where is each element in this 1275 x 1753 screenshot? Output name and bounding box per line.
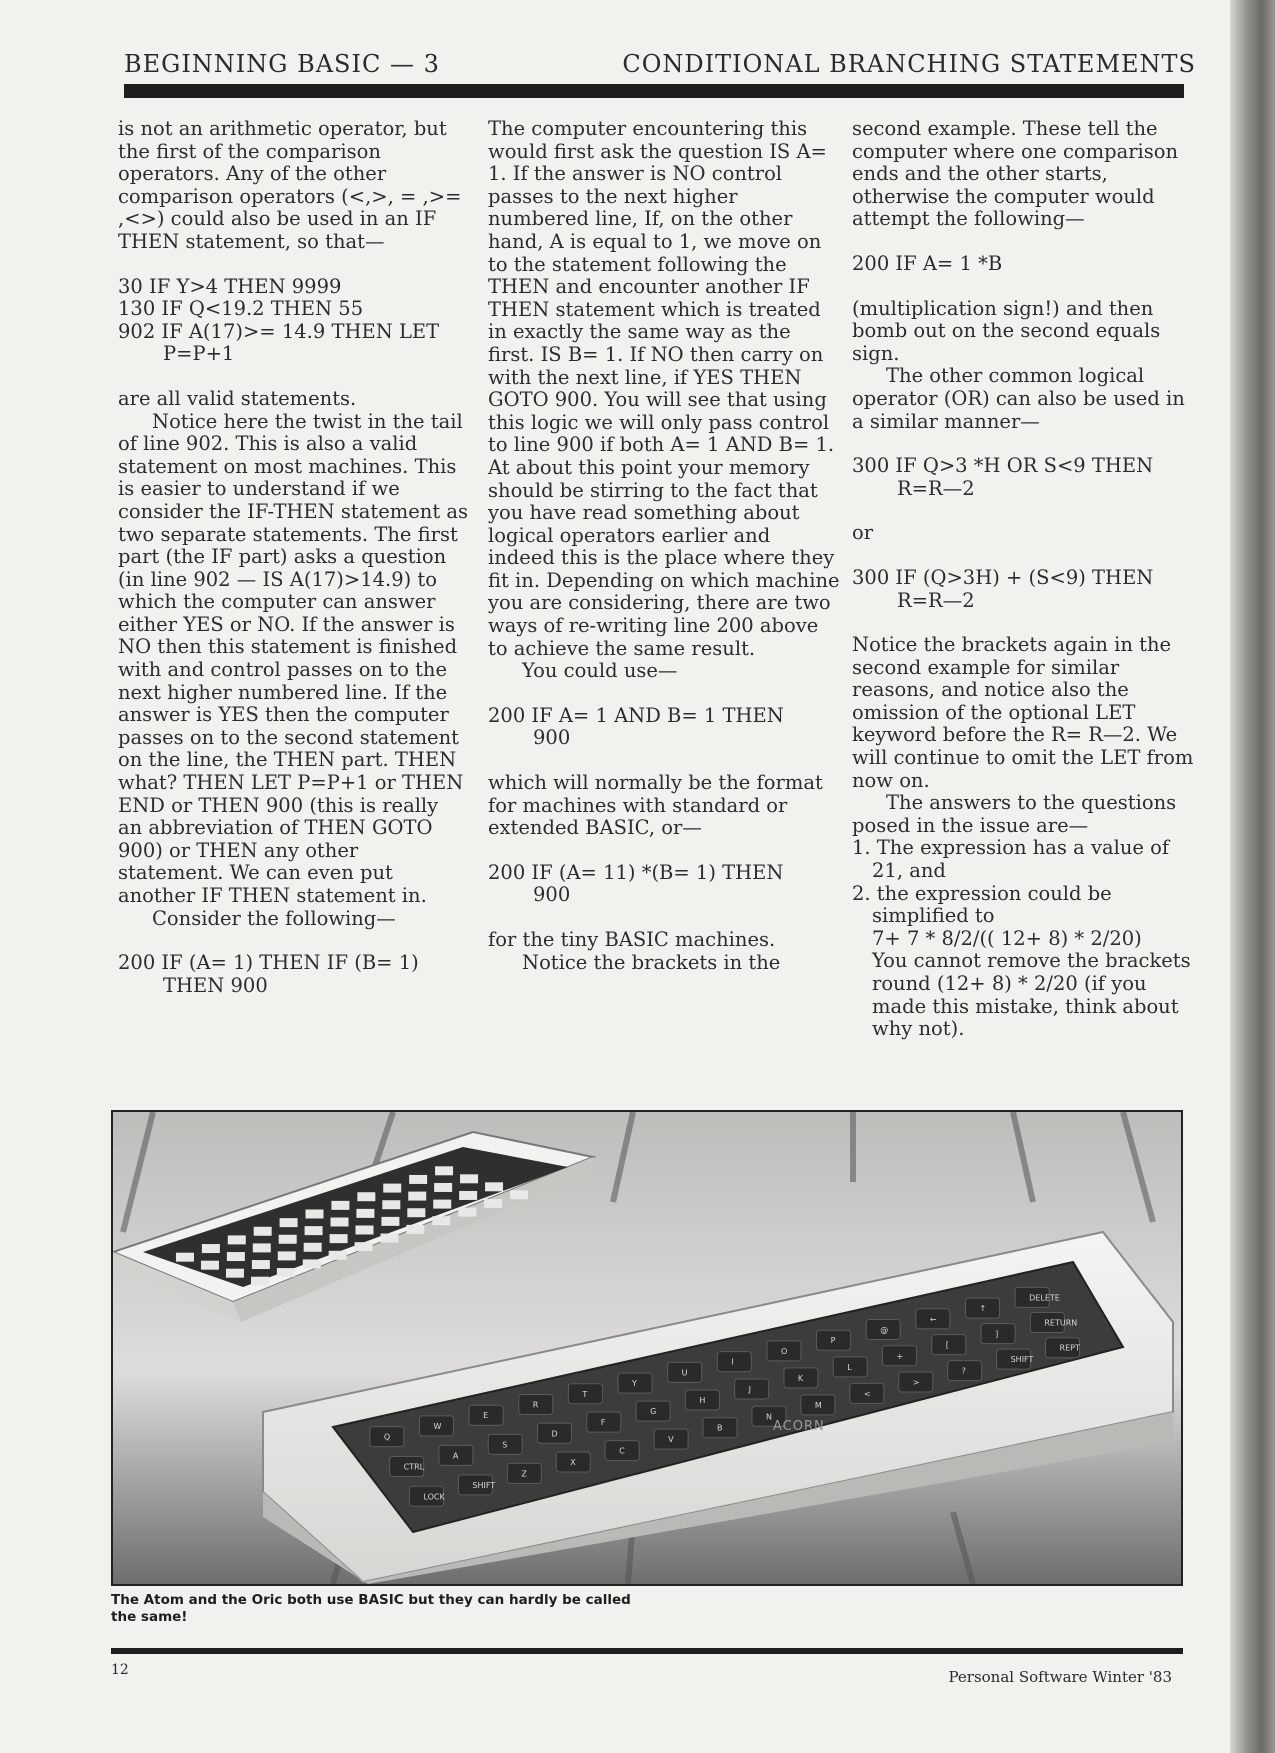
atom-key — [469, 1405, 503, 1425]
body-paragraph: Notice the brackets in the — [522, 950, 781, 974]
code-line-continuation: 900 — [533, 883, 571, 907]
header-rule — [124, 84, 1184, 98]
atom-key — [948, 1361, 982, 1381]
oric-key — [304, 1243, 322, 1252]
oric-key — [176, 1253, 194, 1262]
oric-key — [254, 1227, 272, 1236]
atom-key — [801, 1395, 835, 1415]
atom-key-label: SHIFT — [1010, 1355, 1034, 1365]
oric-key — [407, 1208, 425, 1217]
atom-key-label: SHIFT — [472, 1480, 496, 1490]
atom-key — [966, 1298, 1000, 1318]
page-binding-edge — [1230, 0, 1275, 1753]
atom-key — [390, 1456, 425, 1476]
body-paragraph: The computer encountering this would first ask the question IS A= 1. If the answer is NO control passes to the next higher numbered line, If, on the other hand, A is equal to 1, we move on to the statement following the THEN and encounter another IF THEN statement which is treated in exactly the same way as the first. IS B= 1. If NO then carry on with the next line, if YES THEN GOTO 900. You will see that using this logic we will only pass control to line 900 if both A= 1 AND B= 1. At about this point your memory should be stirring to the fact that you have read something about logical operators earlier and indeed this is the place where they fit in. Depending on which machine you are considering, there are two ways of re-writing line 200 above to achieve the same result. — [488, 117, 840, 660]
atom-key-label: J — [748, 1384, 752, 1394]
atom-key-label: LOCK — [423, 1492, 445, 1502]
paragraph-gap — [118, 366, 468, 388]
atom-key-label: O — [780, 1346, 788, 1356]
oric-key — [432, 1216, 450, 1225]
atom-key — [507, 1463, 541, 1483]
atom-key-label: ← — [929, 1314, 937, 1324]
oric-key — [303, 1259, 321, 1268]
body-paragraph: The answers to the questions posed in the issue are— — [852, 791, 1177, 837]
paragraph-gap — [488, 907, 843, 929]
answer-item: 1. The expression has a value of 21, and — [852, 836, 1170, 883]
atom-key — [833, 1357, 867, 1377]
oric-key — [330, 1234, 348, 1243]
oric-key — [356, 1209, 374, 1218]
atom-key — [568, 1384, 602, 1404]
oric-key — [252, 1260, 270, 1269]
oric-key — [331, 1201, 349, 1210]
oric-key — [460, 1174, 478, 1183]
oric-key — [306, 1210, 324, 1219]
header-section-title: BEGINNING BASIC — 3 — [124, 50, 440, 78]
atom-key — [439, 1445, 473, 1465]
oric-key — [227, 1252, 245, 1261]
code-line: 200 IF A= 1 AND B= 1 THEN — [488, 703, 784, 727]
body-paragraph: or — [852, 521, 874, 545]
header-chapter-title: CONDITIONAL BRANCHING STATEMENTS — [622, 50, 1196, 78]
atom-key-label: E — [483, 1411, 489, 1421]
paragraph-gap — [852, 231, 1197, 253]
atom-key — [997, 1349, 1034, 1369]
paragraph-gap — [852, 612, 1197, 634]
atom-key-label: D — [551, 1429, 558, 1439]
atom-key-label: @ — [880, 1325, 889, 1335]
paragraph-gap — [852, 433, 1197, 455]
atom-key-label: U — [681, 1368, 688, 1378]
atom-key — [409, 1486, 445, 1506]
answer-item: 2. the expression could be simplified to — [852, 881, 1112, 928]
atom-key-cap — [717, 1352, 751, 1372]
computers-illustration — [113, 1112, 1181, 1584]
oric-key — [434, 1183, 452, 1192]
answer-item-continuation: You cannot remove the brackets round (12+ 8) * 2/20 (if you made this mistake, think about why not). — [872, 949, 1191, 1041]
atom-key — [817, 1330, 851, 1350]
atom-key — [587, 1412, 621, 1432]
text-column-2 — [488, 118, 843, 974]
oric-key — [458, 1208, 476, 1217]
paragraph-gap — [488, 840, 843, 862]
atom-key — [717, 1352, 751, 1372]
atom-key-label: B — [717, 1423, 723, 1433]
atom-key — [668, 1362, 702, 1382]
atom-key — [605, 1441, 639, 1461]
atom-key-label: T — [582, 1389, 588, 1399]
code-line-continuation: 900 — [533, 726, 571, 750]
atom-key-label: C — [619, 1446, 625, 1456]
atom-key-label: R — [532, 1400, 539, 1410]
body-paragraph: are all valid statements. — [118, 386, 357, 410]
atom-key — [850, 1383, 884, 1403]
oric-key — [356, 1226, 374, 1235]
oric-key — [381, 1234, 399, 1243]
body-paragraph: (multiplication sign!) and then bomb out on the second equals sign. — [852, 296, 1161, 365]
atom-key-label: V — [668, 1435, 674, 1445]
atom-key-label: L — [847, 1362, 852, 1372]
atom-key — [370, 1427, 404, 1447]
code-line: 300 IF (Q>3H) + (S<9) THEN — [852, 565, 1154, 589]
code-line-continuation: R=R—2 — [897, 588, 975, 612]
atom-key-label: A — [452, 1451, 459, 1461]
oric-key — [484, 1199, 502, 1208]
atom-key-label: P — [830, 1336, 836, 1346]
oric-key — [253, 1243, 271, 1252]
atom-key — [538, 1423, 572, 1443]
answer-item-continuation: 7+ 7 * 8/2/(( 12+ 8) * 2/20) — [872, 926, 1142, 950]
code-line: 200 IF (A= 11) *(B= 1) THEN — [488, 860, 784, 884]
atom-key-label: < — [863, 1389, 871, 1399]
paragraph-gap — [488, 683, 843, 705]
body-paragraph: The other common logical operator (OR) can also be used in a similar manner— — [852, 364, 1185, 433]
atom-key — [916, 1309, 950, 1329]
atom-key — [866, 1320, 900, 1340]
atom-key-label: + — [896, 1351, 904, 1361]
body-paragraph: Notice the brackets again in the second example for similar reasons, and notice also the omission of the optional LET keyword before the R= R—2. We will continue to omit the LET from now on. — [852, 633, 1194, 792]
paragraph-gap — [118, 254, 468, 276]
oric-key — [201, 1261, 219, 1270]
computers-photo — [111, 1110, 1183, 1586]
publication-name: Personal Software Winter '83 — [948, 1668, 1172, 1686]
running-header — [124, 50, 1196, 78]
oric-key — [226, 1269, 244, 1278]
oric-key — [383, 1184, 401, 1193]
paragraph-gap — [488, 750, 843, 772]
code-line-continuation: THEN 900 — [163, 973, 268, 997]
atom-key — [419, 1416, 453, 1436]
paragraph-gap — [118, 930, 468, 952]
photo-caption: The Atom and the Oric both use BASIC but they can hardly be called the same! — [111, 1592, 631, 1625]
atom-key-label: W — [433, 1421, 442, 1431]
oric-key — [279, 1235, 297, 1244]
body-paragraph: which will normally be the format for machines with standard or extended BASIC, or— — [488, 771, 823, 840]
atom-key-label: I — [731, 1357, 734, 1367]
atom-key-label: ] — [995, 1329, 999, 1339]
oric-key — [357, 1192, 375, 1201]
text-column-1 — [118, 118, 468, 997]
atom-key-label: F — [600, 1418, 606, 1428]
atom-key — [488, 1434, 522, 1454]
atom-key — [654, 1429, 688, 1449]
atom-key — [883, 1346, 917, 1366]
code-line-continuation: P=P+1 — [163, 342, 235, 366]
oric-key — [280, 1218, 298, 1227]
acorn-logo: ACORN — [773, 1419, 825, 1434]
oric-key — [381, 1217, 399, 1226]
atom-key-label: DELETE — [1029, 1293, 1060, 1303]
body-paragraph: You could use— — [522, 659, 678, 683]
oric-key — [329, 1251, 347, 1260]
code-line: 200 IF A= 1 *B — [852, 251, 1003, 275]
atom-key-label: G — [650, 1407, 657, 1417]
oric-key — [278, 1251, 296, 1260]
atom-key — [899, 1372, 933, 1392]
code-line-continuation: R=R—2 — [897, 476, 975, 500]
code-line: 200 IF (A= 1) THEN IF (B= 1) — [118, 951, 419, 975]
code-line: 30 IF Y>4 THEN 9999 — [118, 274, 342, 298]
atom-key — [735, 1379, 769, 1399]
atom-key-label: Q — [383, 1432, 391, 1442]
atom-key-label: RETURN — [1044, 1318, 1078, 1328]
atom-key — [767, 1341, 801, 1361]
paragraph-gap — [852, 276, 1197, 298]
atom-key-label: [ — [945, 1340, 949, 1350]
atom-key — [932, 1335, 966, 1355]
oric-key — [408, 1192, 426, 1201]
oric-key — [406, 1225, 424, 1234]
oric-key — [433, 1200, 451, 1209]
oric-key — [459, 1191, 477, 1200]
atom-key — [1046, 1338, 1080, 1358]
atom-key-label: REPT — [1059, 1343, 1080, 1353]
atom-key-cap — [735, 1379, 769, 1399]
text-column-3 — [852, 118, 1197, 1041]
paragraph-gap — [852, 500, 1197, 522]
atom-key-label: > — [912, 1378, 920, 1387]
oric-key — [305, 1226, 323, 1235]
footer-rule — [111, 1648, 1183, 1654]
oric-key — [228, 1235, 246, 1244]
oric-key — [510, 1190, 528, 1199]
atom-key-label: Y — [632, 1379, 637, 1389]
atom-key-label: ? — [961, 1366, 966, 1376]
atom-key — [685, 1390, 719, 1410]
oric-key — [382, 1200, 400, 1209]
page-number: 12 — [111, 1662, 129, 1678]
code-line: 300 IF Q>3 *H OR S<9 THEN — [852, 454, 1154, 478]
oric-key — [331, 1218, 349, 1227]
oric-key — [355, 1242, 373, 1251]
atom-key — [703, 1418, 737, 1438]
atom-key-label: Z — [521, 1469, 527, 1479]
oric-key — [277, 1268, 295, 1277]
oric-key — [202, 1244, 220, 1253]
oric-key — [409, 1175, 427, 1184]
atom-key-label: N — [765, 1412, 772, 1422]
atom-key-label: ↑ — [979, 1304, 987, 1314]
oric-key — [485, 1182, 503, 1191]
atom-key — [618, 1373, 652, 1393]
atom-key — [784, 1368, 818, 1388]
paragraph-gap — [852, 545, 1197, 567]
atom-key — [458, 1475, 495, 1495]
body-paragraph: second example. These tell the computer where one comparison ends and the other starts, otherwise the computer would attempt the following— — [852, 117, 1179, 231]
atom-key — [636, 1401, 670, 1421]
atom-key-label: X — [570, 1458, 576, 1467]
atom-key-label: S — [502, 1440, 508, 1450]
atom-key — [556, 1452, 590, 1472]
code-line: 130 IF Q<19.2 THEN 55 — [118, 297, 364, 321]
oric-key — [435, 1166, 453, 1175]
oric-key — [251, 1277, 269, 1286]
body-paragraph: Notice here the twist in the tail of line 902. This is also a valid statement on most machines. This is easier to understand if we consider the IF-THEN statement as two separate statements. The first part (the IF part) asks a question (in line 902 — IS A(17)>14.9) to which the computer can answer either YES or NO. If the answer is NO then this statement is finished with and control passes on to the next higher numbered line. If the answer is YES then the computer passes on to the second statement on the line, the THEN part. THEN what? THEN LET P=P+1 or THEN END or THEN 900 (this is really an abbreviation of THEN GOTO 900) or THEN any other statement. We can even put another IF THEN statement in. — [118, 409, 469, 907]
atom-key-label: M — [814, 1400, 822, 1410]
atom-key-label: K — [797, 1373, 804, 1383]
atom-key-label: CTRL — [403, 1462, 425, 1472]
code-line: 902 IF A(17)>= 14.9 THEN LET — [118, 319, 440, 343]
body-paragraph: Consider the following— — [152, 906, 396, 930]
body-paragraph: is not an arithmetic operator, but the first of the comparison operators. Any of the other comparison operators (<,>, = ,>= ,<>) could also be used in an IF THEN statement, so that— — [118, 117, 462, 253]
atom-key — [519, 1395, 553, 1415]
atom-key — [981, 1324, 1015, 1344]
body-paragraph: for the tiny BASIC machines. — [488, 928, 776, 951]
atom-key-label: H — [699, 1396, 706, 1406]
